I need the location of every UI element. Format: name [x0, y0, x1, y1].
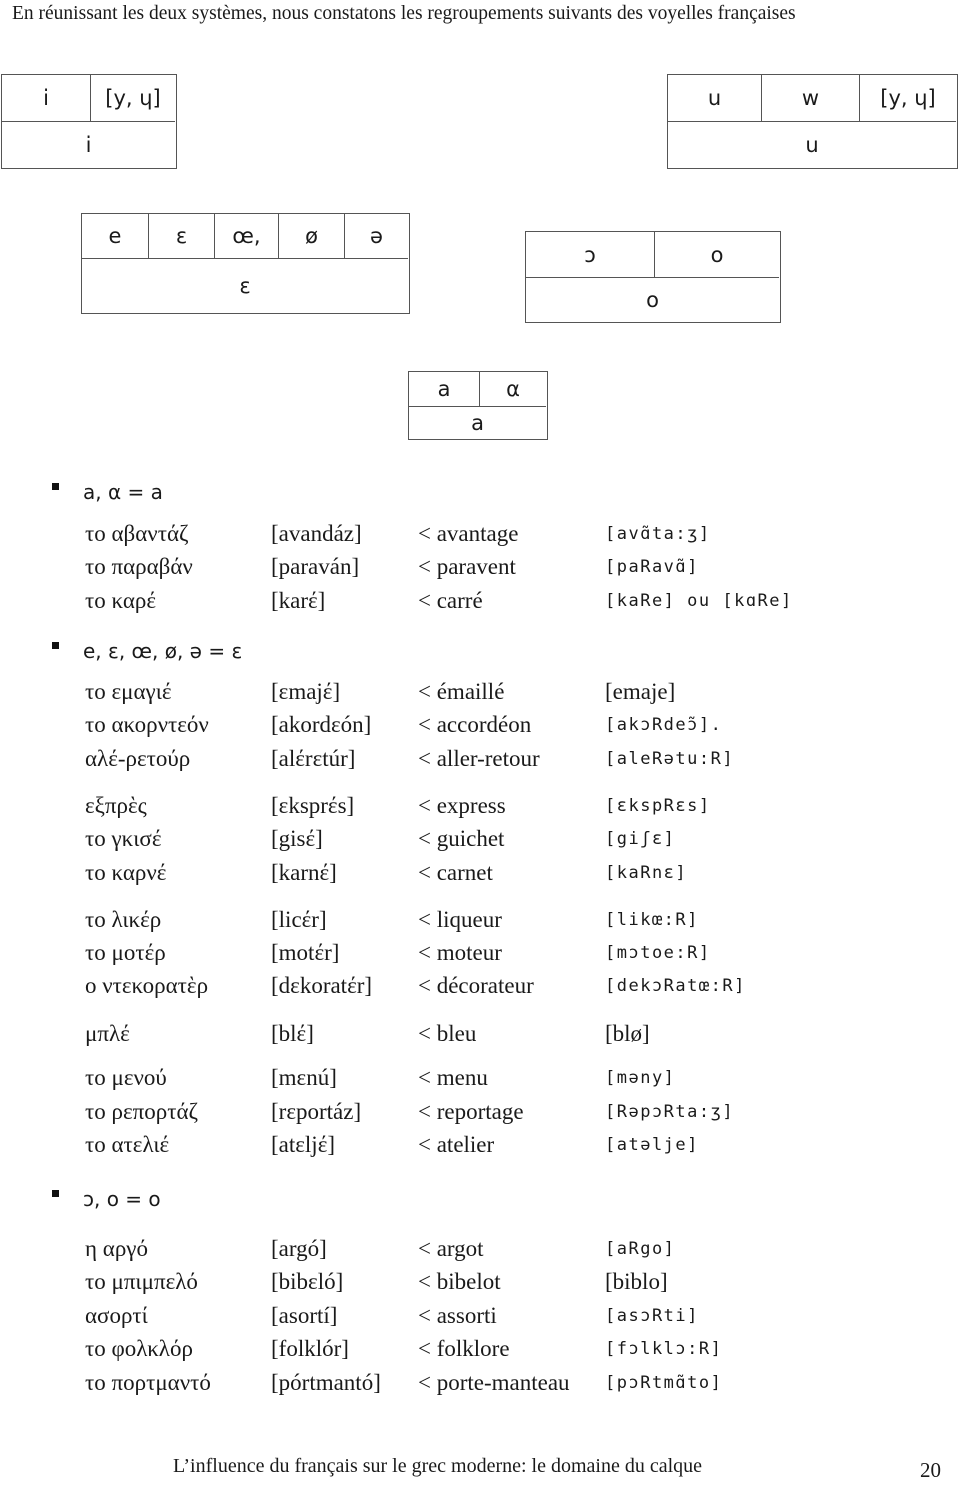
french-source: < atelier: [418, 1132, 495, 1157]
table-cell: [y, ɥ]: [90, 75, 175, 121]
section-heading-text: a, α = a: [83, 480, 163, 504]
french-pronunciation: [biblo]: [605, 1269, 668, 1294]
section-heading-text: e, ε, œ, ø, ə = ε: [83, 639, 243, 663]
word-row: [0, 826, 960, 856]
table-cell: u: [707, 86, 722, 110]
french-source: < aller-retour: [418, 746, 540, 771]
french-pronunciation: [emaje]: [605, 679, 676, 704]
greek-word: το γκισέ: [85, 826, 162, 851]
table-cell: œ,: [214, 214, 278, 258]
intro-paragraph: En réunissant les deux systèmes, nous constatons les regroupements suivants des voyelles françaises: [12, 3, 796, 24]
greek-transcription: [karέ]: [271, 588, 326, 613]
word-row: [0, 907, 960, 937]
french-pronunciation: [RəpɔRta:ʒ]: [605, 1102, 735, 1122]
greek-word: το ρεπορτάζ: [85, 1099, 199, 1124]
french-source: < liqueur: [418, 907, 502, 932]
word-row: [0, 1021, 960, 1051]
greek-word: το καρέ: [85, 588, 157, 613]
section-heading-a: [52, 480, 163, 504]
greek-word: εξπρὲς: [85, 793, 147, 818]
french-source: < avantage: [418, 521, 519, 546]
vowel-table-a: [408, 371, 548, 440]
greek-transcription: [folklór]: [271, 1336, 349, 1361]
table-cell: ε: [148, 214, 214, 258]
word-row: [0, 1370, 960, 1400]
table-cell: o: [654, 232, 779, 277]
french-pronunciation: [atəlje]: [605, 1135, 699, 1155]
french-pronunciation: [aleRətu:R]: [605, 749, 735, 769]
greek-transcription: [εksprέs]: [271, 793, 355, 818]
greek-transcription: [bibεló]: [271, 1269, 344, 1294]
french-pronunciation: [fɔlklɔ:R]: [605, 1339, 723, 1359]
table-cell: i: [2, 121, 175, 167]
greek-transcription: [gisέ]: [271, 826, 323, 851]
vowel-table-u: [667, 74, 958, 169]
greek-transcription: [dεkoratέr]: [271, 973, 373, 998]
french-source: < argot: [418, 1236, 484, 1261]
french-source: < émaillé: [418, 679, 505, 704]
greek-word: το φολκλόρ: [85, 1336, 193, 1361]
section-heading-o: [52, 1187, 161, 1211]
french-source: < moteur: [418, 940, 502, 965]
greek-transcription: [mεnú]: [271, 1065, 337, 1090]
french-pronunciation: [εkspRεs]: [605, 796, 711, 816]
table-cell: e: [108, 224, 122, 248]
word-row: [0, 1099, 960, 1129]
greek-word: μπλέ: [85, 1021, 130, 1046]
greek-word: το πορτμαντό: [85, 1370, 211, 1395]
word-row: [0, 793, 960, 823]
greek-word: ασορτί: [85, 1303, 148, 1328]
table-cell: u: [668, 121, 956, 167]
greek-transcription: [paraván]: [271, 554, 360, 579]
french-pronunciation: [mɔtoe:R]: [605, 943, 711, 963]
french-pronunciation: [aRgo]: [605, 1239, 676, 1259]
french-source: < express: [418, 793, 506, 818]
table-cell: ɔ: [584, 242, 596, 267]
bullet-icon: [52, 642, 59, 649]
french-pronunciation: [pɔRtmɑ̃to]: [605, 1373, 723, 1393]
table-cell: w: [761, 75, 859, 121]
greek-word: αλέ-ρετούρ: [85, 746, 191, 771]
french-source: < reportage: [418, 1099, 524, 1124]
greek-transcription: [εmajέ]: [271, 679, 341, 704]
greek-word: το παραβάν: [85, 554, 193, 579]
greek-word: το ακορντεόν: [85, 712, 209, 737]
word-row: [0, 1336, 960, 1366]
greek-transcription: [karnέ]: [271, 860, 337, 885]
word-row: [0, 940, 960, 970]
section-heading-e: [52, 639, 242, 663]
greek-word: το αβαντάζ: [85, 521, 189, 546]
word-row: [0, 712, 960, 742]
word-row: [0, 521, 960, 551]
greek-word: το μπιμπελό: [85, 1269, 198, 1294]
vowel-table-e: [81, 213, 410, 314]
greek-word: το λικέρ: [85, 907, 162, 932]
greek-word: το μοτέρ: [85, 940, 166, 965]
word-row: [0, 746, 960, 776]
table-cell: ε: [82, 258, 408, 312]
french-source: < assorti: [418, 1303, 497, 1328]
greek-transcription: [atεljέ]: [271, 1132, 336, 1157]
bullet-icon: [52, 483, 59, 490]
french-source: < décorateur: [418, 973, 534, 998]
french-pronunciation: [blø]: [605, 1021, 650, 1046]
footer-title: L’influence du français sur le grec moderne: le domaine du calque: [173, 1455, 703, 1477]
greek-word: το εμαγιέ: [85, 679, 172, 704]
word-row: [0, 1132, 960, 1162]
french-source: < folklore: [418, 1336, 510, 1361]
word-row: [0, 860, 960, 890]
french-pronunciation: [kaRe] ou [kɑRe]: [605, 591, 793, 611]
bullet-icon: [52, 1190, 59, 1197]
french-pronunciation: [akɔRdeɔ̃].: [605, 715, 723, 735]
table-cell: a: [409, 406, 546, 438]
greek-transcription: [pórtmantó]: [271, 1370, 381, 1395]
greek-transcription: [rεportáz]: [271, 1099, 362, 1124]
french-source: < guichet: [418, 826, 505, 851]
greek-word: το μενού: [85, 1065, 167, 1090]
french-pronunciation: [avɑ̃ta:ʒ]: [605, 524, 711, 544]
french-source: < paravent: [418, 554, 516, 579]
french-source: < bleu: [418, 1021, 477, 1046]
greek-transcription: [blέ]: [271, 1021, 314, 1046]
table-cell: α: [479, 372, 546, 406]
greek-transcription: [alέrεtúr]: [271, 746, 356, 771]
word-row: [0, 1269, 960, 1299]
word-row: [0, 1236, 960, 1266]
table-cell: a: [437, 377, 451, 401]
word-row: [0, 588, 960, 618]
french-source: < menu: [418, 1065, 488, 1090]
word-row: [0, 1303, 960, 1333]
vowel-table-i: [1, 74, 177, 169]
french-source: < porte-manteau: [418, 1370, 570, 1395]
french-pronunciation: [likœ:R]: [605, 910, 699, 930]
french-source: < bibelot: [418, 1269, 501, 1294]
french-pronunciation: [məny]: [605, 1068, 676, 1088]
french-source: < carnet: [418, 860, 493, 885]
greek-word: η αργό: [85, 1236, 148, 1261]
table-cell: o: [526, 277, 779, 321]
word-row: [0, 554, 960, 584]
greek-word: το ατελιέ: [85, 1132, 170, 1157]
greek-word: το καρνέ: [85, 860, 167, 885]
table-cell: ø: [278, 214, 344, 258]
french-pronunciation: [giʃε]: [605, 829, 676, 849]
greek-transcription: [argó]: [271, 1236, 327, 1261]
greek-transcription: [licέr]: [271, 907, 327, 932]
french-pronunciation: [asɔRti]: [605, 1306, 699, 1326]
table-cell: [y, ɥ]: [859, 75, 956, 121]
page-number: 20: [920, 1458, 941, 1482]
french-pronunciation: [dekɔRatœ:R]: [605, 976, 746, 996]
word-row: [0, 1065, 960, 1095]
table-cell: ə: [344, 214, 408, 258]
greek-transcription: [asortí]: [271, 1303, 338, 1328]
section-heading-text: ɔ, o = o: [83, 1187, 161, 1211]
french-pronunciation: [kaRnε]: [605, 863, 688, 883]
greek-word: ο ντεκορατὲρ: [85, 973, 209, 998]
french-source: < accordéon: [418, 712, 532, 737]
word-row: [0, 973, 960, 1003]
table-cell: i: [43, 86, 49, 110]
french-pronunciation: [paRavɑ̃]: [605, 557, 699, 577]
greek-transcription: [akordεón]: [271, 712, 372, 737]
word-row: [0, 679, 960, 709]
greek-transcription: [motέr]: [271, 940, 340, 965]
greek-transcription: [avandáz]: [271, 521, 362, 546]
vowel-table-o: [525, 231, 781, 323]
french-source: < carré: [418, 588, 483, 613]
